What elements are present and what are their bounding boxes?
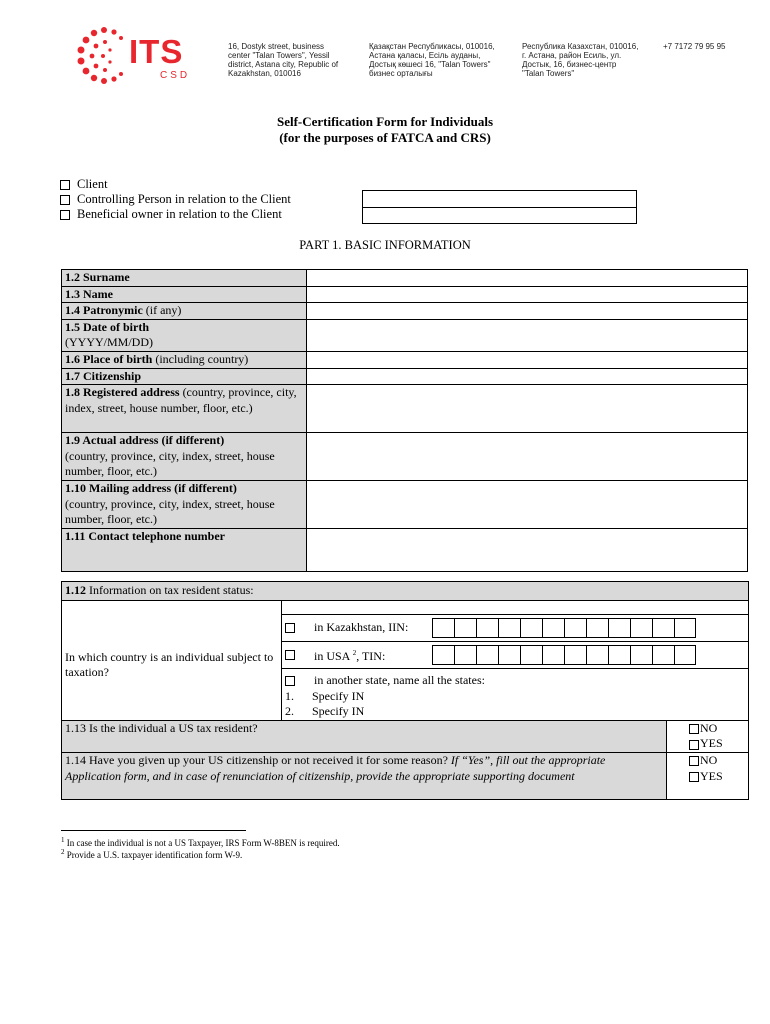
checkbox[interactable]: [285, 623, 295, 633]
mailing-address-label: 1.10 Mailing address (if different) (country, province, city, index, street, house number, floor, etc.): [62, 481, 307, 529]
table-row: [62, 303, 748, 320]
renounce-yes[interactable]: YES: [689, 769, 745, 785]
form-subtitle: (for the purposes of FATCA and CRS): [279, 130, 491, 145]
table-row: [62, 582, 749, 601]
registered-address-input[interactable]: [307, 385, 748, 433]
tax-status-header: 1.12 Information on tax resident status:: [62, 582, 749, 601]
taxation-question: In which country is an individual subject to taxation?: [62, 601, 282, 721]
citizenship-renounce-question: 1.14 Have you given up your US citizenship or not received it for some reason? If “Yes”, fill out the appropriate Application form, and in case of renunciation of citizenship, provide the appropriate supporting document: [62, 752, 667, 799]
citizenship-label: 1.7 Citizenship: [62, 368, 307, 385]
us-resident-no[interactable]: NO: [689, 721, 745, 737]
checkbox[interactable]: [285, 676, 295, 686]
table-row: [62, 319, 748, 351]
surname-input[interactable]: [307, 270, 748, 287]
actual-address-input[interactable]: [307, 433, 748, 481]
us-resident-yes[interactable]: YES: [689, 736, 745, 752]
dob-label: 1.5 Date of birth (YYYY/MM/DD): [62, 319, 307, 351]
tin-digit-boxes[interactable]: [432, 645, 696, 665]
actual-address-label: 1.9 Actual address (if different) (country, province, city, index, street, house number, floor, etc.): [62, 433, 307, 481]
patronymic-input[interactable]: [307, 303, 748, 320]
checkbox[interactable]: [60, 210, 70, 220]
role-option-client[interactable]: Client: [60, 177, 108, 192]
role-input-box[interactable]: [362, 190, 637, 224]
part1-title: PART 1. BASIC INFORMATION: [299, 238, 471, 252]
phone-input[interactable]: [307, 529, 748, 572]
checkbox[interactable]: [689, 772, 699, 782]
patronymic-label: 1.4 Patronymic (if any): [62, 303, 307, 320]
kz-iin-row[interactable]: in Kazakhstan, IIN:: [282, 615, 749, 642]
renounce-no[interactable]: NO: [689, 753, 745, 769]
other-state-row[interactable]: in another state, name all the states: 1. Specify IN 2. Specify IN: [282, 669, 749, 721]
table-row: [62, 601, 749, 615]
checkbox[interactable]: [689, 724, 699, 734]
birthplace-label: 1.6 Place of birth (including country): [62, 351, 307, 368]
tax-residency-table: [61, 581, 749, 800]
registered-address-label: 1.8 Registered address (country, province, city, index, street, house number, floor, etc.): [62, 385, 307, 433]
table-row: [62, 752, 749, 799]
table-row: [62, 385, 748, 433]
basic-info-table: [61, 269, 748, 572]
table-row: [62, 368, 748, 385]
role-option-beneficial-owner[interactable]: Beneficial owner in relation to the Client: [60, 207, 282, 222]
birthplace-input[interactable]: [307, 351, 748, 368]
table-row: [62, 529, 748, 572]
tax-blank-row[interactable]: [282, 601, 749, 615]
footnote-divider: [61, 830, 246, 831]
role-option-controlling-person[interactable]: Controlling Person in relation to the Client: [60, 192, 291, 207]
usa-tin-row[interactable]: in USA $^2$, TIN:: [282, 642, 749, 669]
footnote-1: $^1$ In case the individual is not a US Taxpayer, IRS Form W-8BEN is required.: [61, 836, 340, 848]
logo-text: ITS: [129, 33, 184, 70]
dob-input[interactable]: [307, 319, 748, 351]
citizenship-input[interactable]: [307, 368, 748, 385]
us-resident-options: [667, 720, 749, 752]
mailing-address-input[interactable]: [307, 481, 748, 529]
form-title: Self-Certification Form for Individuals: [276, 114, 494, 129]
address-ru: Республика Казахстан, 010016, г. Астана, район Есиль, ул. Достык, 16, бизнес-центр "Talan Towers": [522, 42, 639, 78]
table-row: [62, 433, 748, 481]
table-row: [62, 351, 748, 368]
checkbox[interactable]: [689, 740, 699, 750]
address-kz: Қазақстан Республикасы, 010016, Астана қаласы, Есіль ауданы, Достық көшесі 16, "Talan Towers" бизнес орталығы: [369, 42, 495, 78]
phone: +7 7172 79 95 95: [663, 42, 726, 51]
us-resident-question: 1.13 Is the individual a US tax resident?: [62, 720, 667, 752]
footnote-2: $^2$ Provide a U.S. taxpayer identification form W-9.: [61, 848, 243, 860]
table-row: [62, 481, 748, 529]
iin-digit-boxes[interactable]: [432, 618, 696, 638]
checkbox[interactable]: [60, 195, 70, 205]
table-row: [62, 286, 748, 303]
checkbox[interactable]: [60, 180, 70, 190]
phone-label: 1.11 Contact telephone number: [62, 529, 307, 572]
checkbox[interactable]: [689, 756, 699, 766]
specify-in-1[interactable]: Specify IN: [312, 688, 365, 703]
renounce-options: [667, 752, 749, 799]
table-row: [62, 720, 749, 752]
name-input[interactable]: [307, 286, 748, 303]
address-en: 16, Dostyk street, business center "Talan Towers", Yessil district, Astana city, Republic of Kazakhstan, 010016: [228, 42, 339, 78]
specify-in-2[interactable]: Specify IN: [312, 704, 365, 719]
logo-subtext: CSD: [160, 70, 191, 81]
checkbox[interactable]: [285, 650, 295, 660]
surname-label: 1.2 Surname: [62, 270, 307, 287]
table-row: [62, 270, 748, 287]
name-label: 1.3 Name: [62, 286, 307, 303]
